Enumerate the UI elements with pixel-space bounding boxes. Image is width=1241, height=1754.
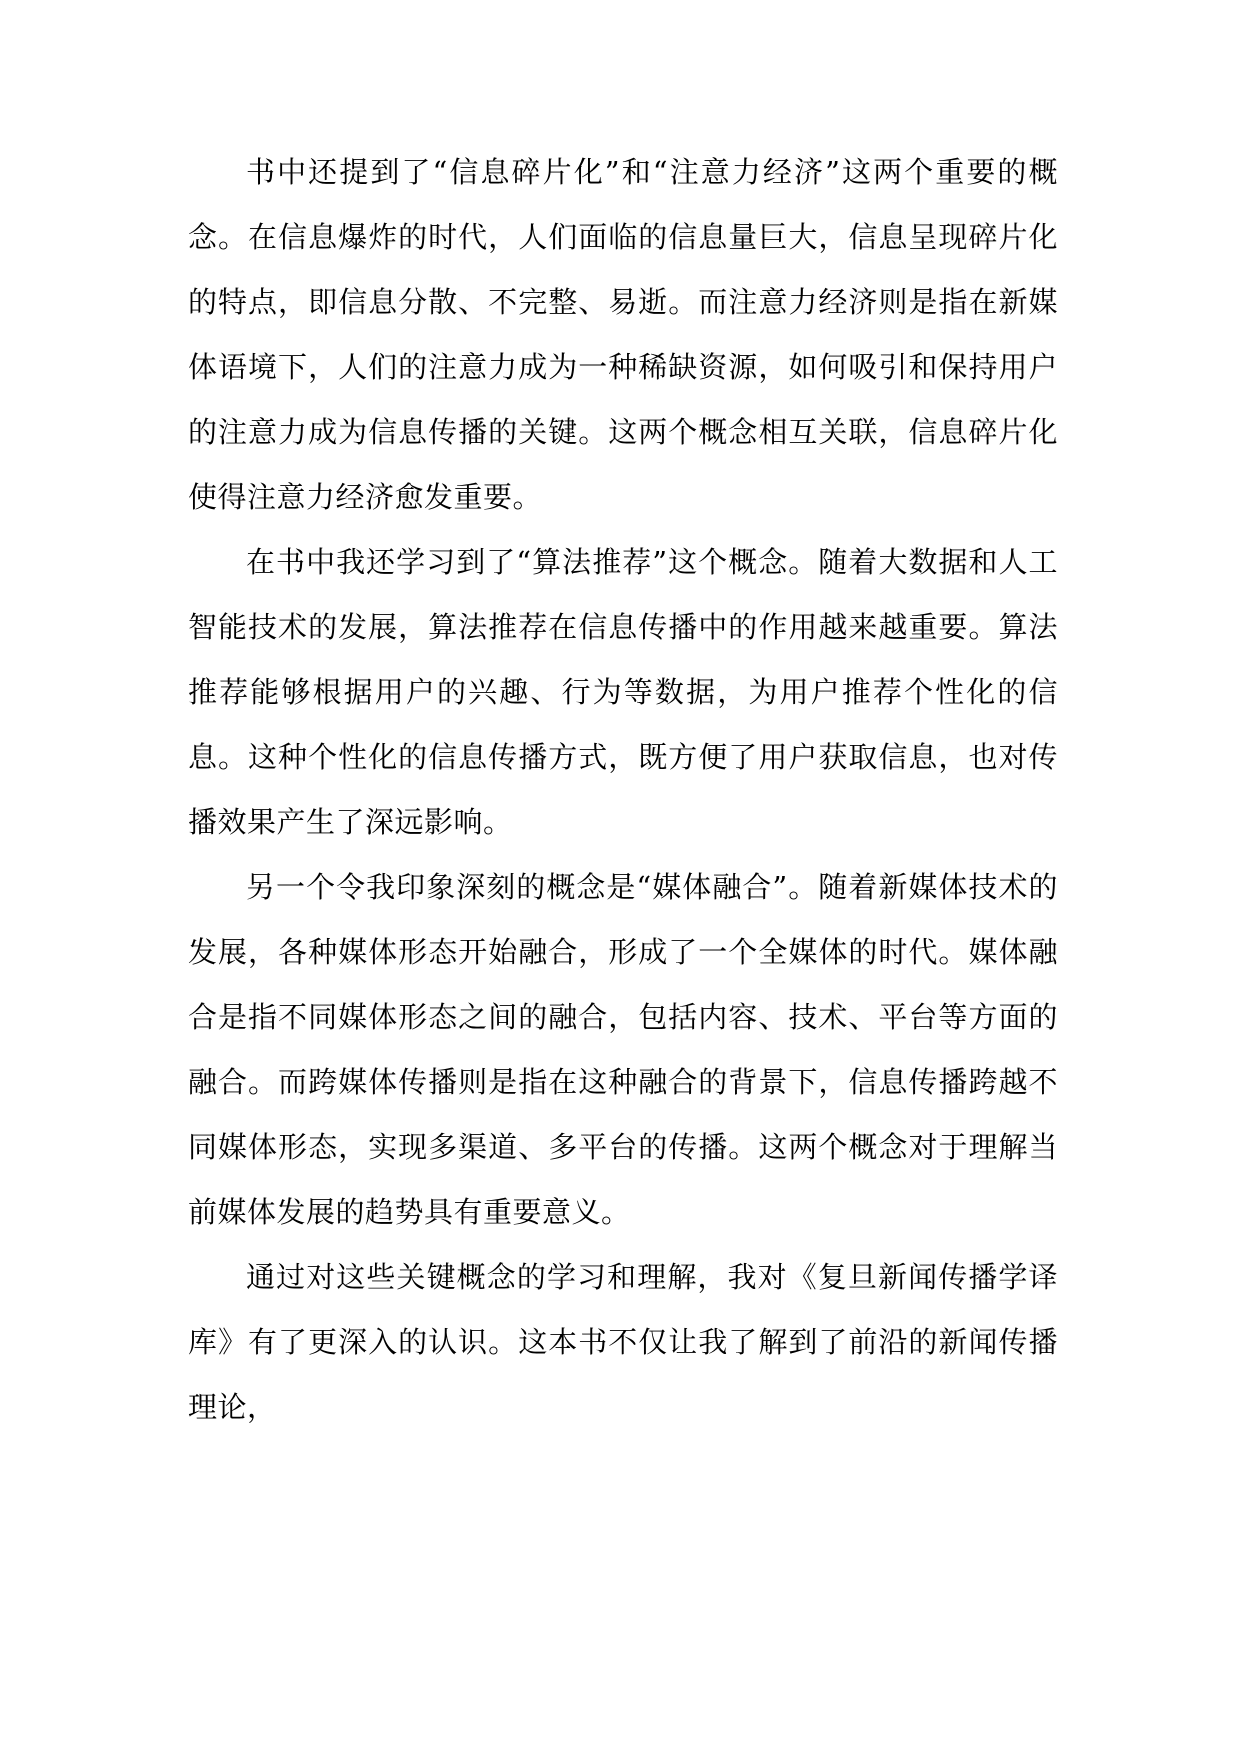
paragraph-conclusion: 通过对这些关键概念的学习和理解，我对《复旦新闻传播学译库》有了更深入的认识。这本书不仅让我了解到了前沿的新闻传播理论， <box>188 1260 1058 1424</box>
document-body <box>188 140 1058 1440</box>
paragraph-media-convergence: 另一个令我印象深刻的概念是“媒体融合”。随着新媒体技术的发展，各种媒体形态开始融合，形成了一个全媒体的时代。媒体融合是指不同媒体形态之间的融合，包括内容、技术、平台等方面的融合。而跨媒体传播则是指在这种融合的背景下，信息传播跨越不同媒体形态，实现多渠道、多平台的传播。这两个概念对于理解当前媒体发展的趋势具有重要意义。 <box>188 870 1058 1229</box>
paragraph-algorithm-recommendation: 在书中我还学习到了“算法推荐”这个概念。随着大数据和人工智能技术的发展，算法推荐在信息传播中的作用越来越重要。算法推荐能够根据用户的兴趣、行为等数据，为用户推荐个性化的信息。这种个性化的信息传播方式，既方便了用户获取信息，也对传播效果产生了深远影响。 <box>188 545 1058 839</box>
paragraph-information-fragmentation: 书中还提到了“信息碎片化”和“注意力经济”这两个重要的概念。在信息爆炸的时代，人们面临的信息量巨大，信息呈现碎片化的特点，即信息分散、不完整、易逝。而注意力经济则是指在新媒体语境下，人们的注意力成为一种稀缺资源，如何吸引和保持用户的注意力成为信息传播的关键。这两个概念相互关联，信息碎片化使得注意力经济愈发重要。 <box>188 155 1058 514</box>
